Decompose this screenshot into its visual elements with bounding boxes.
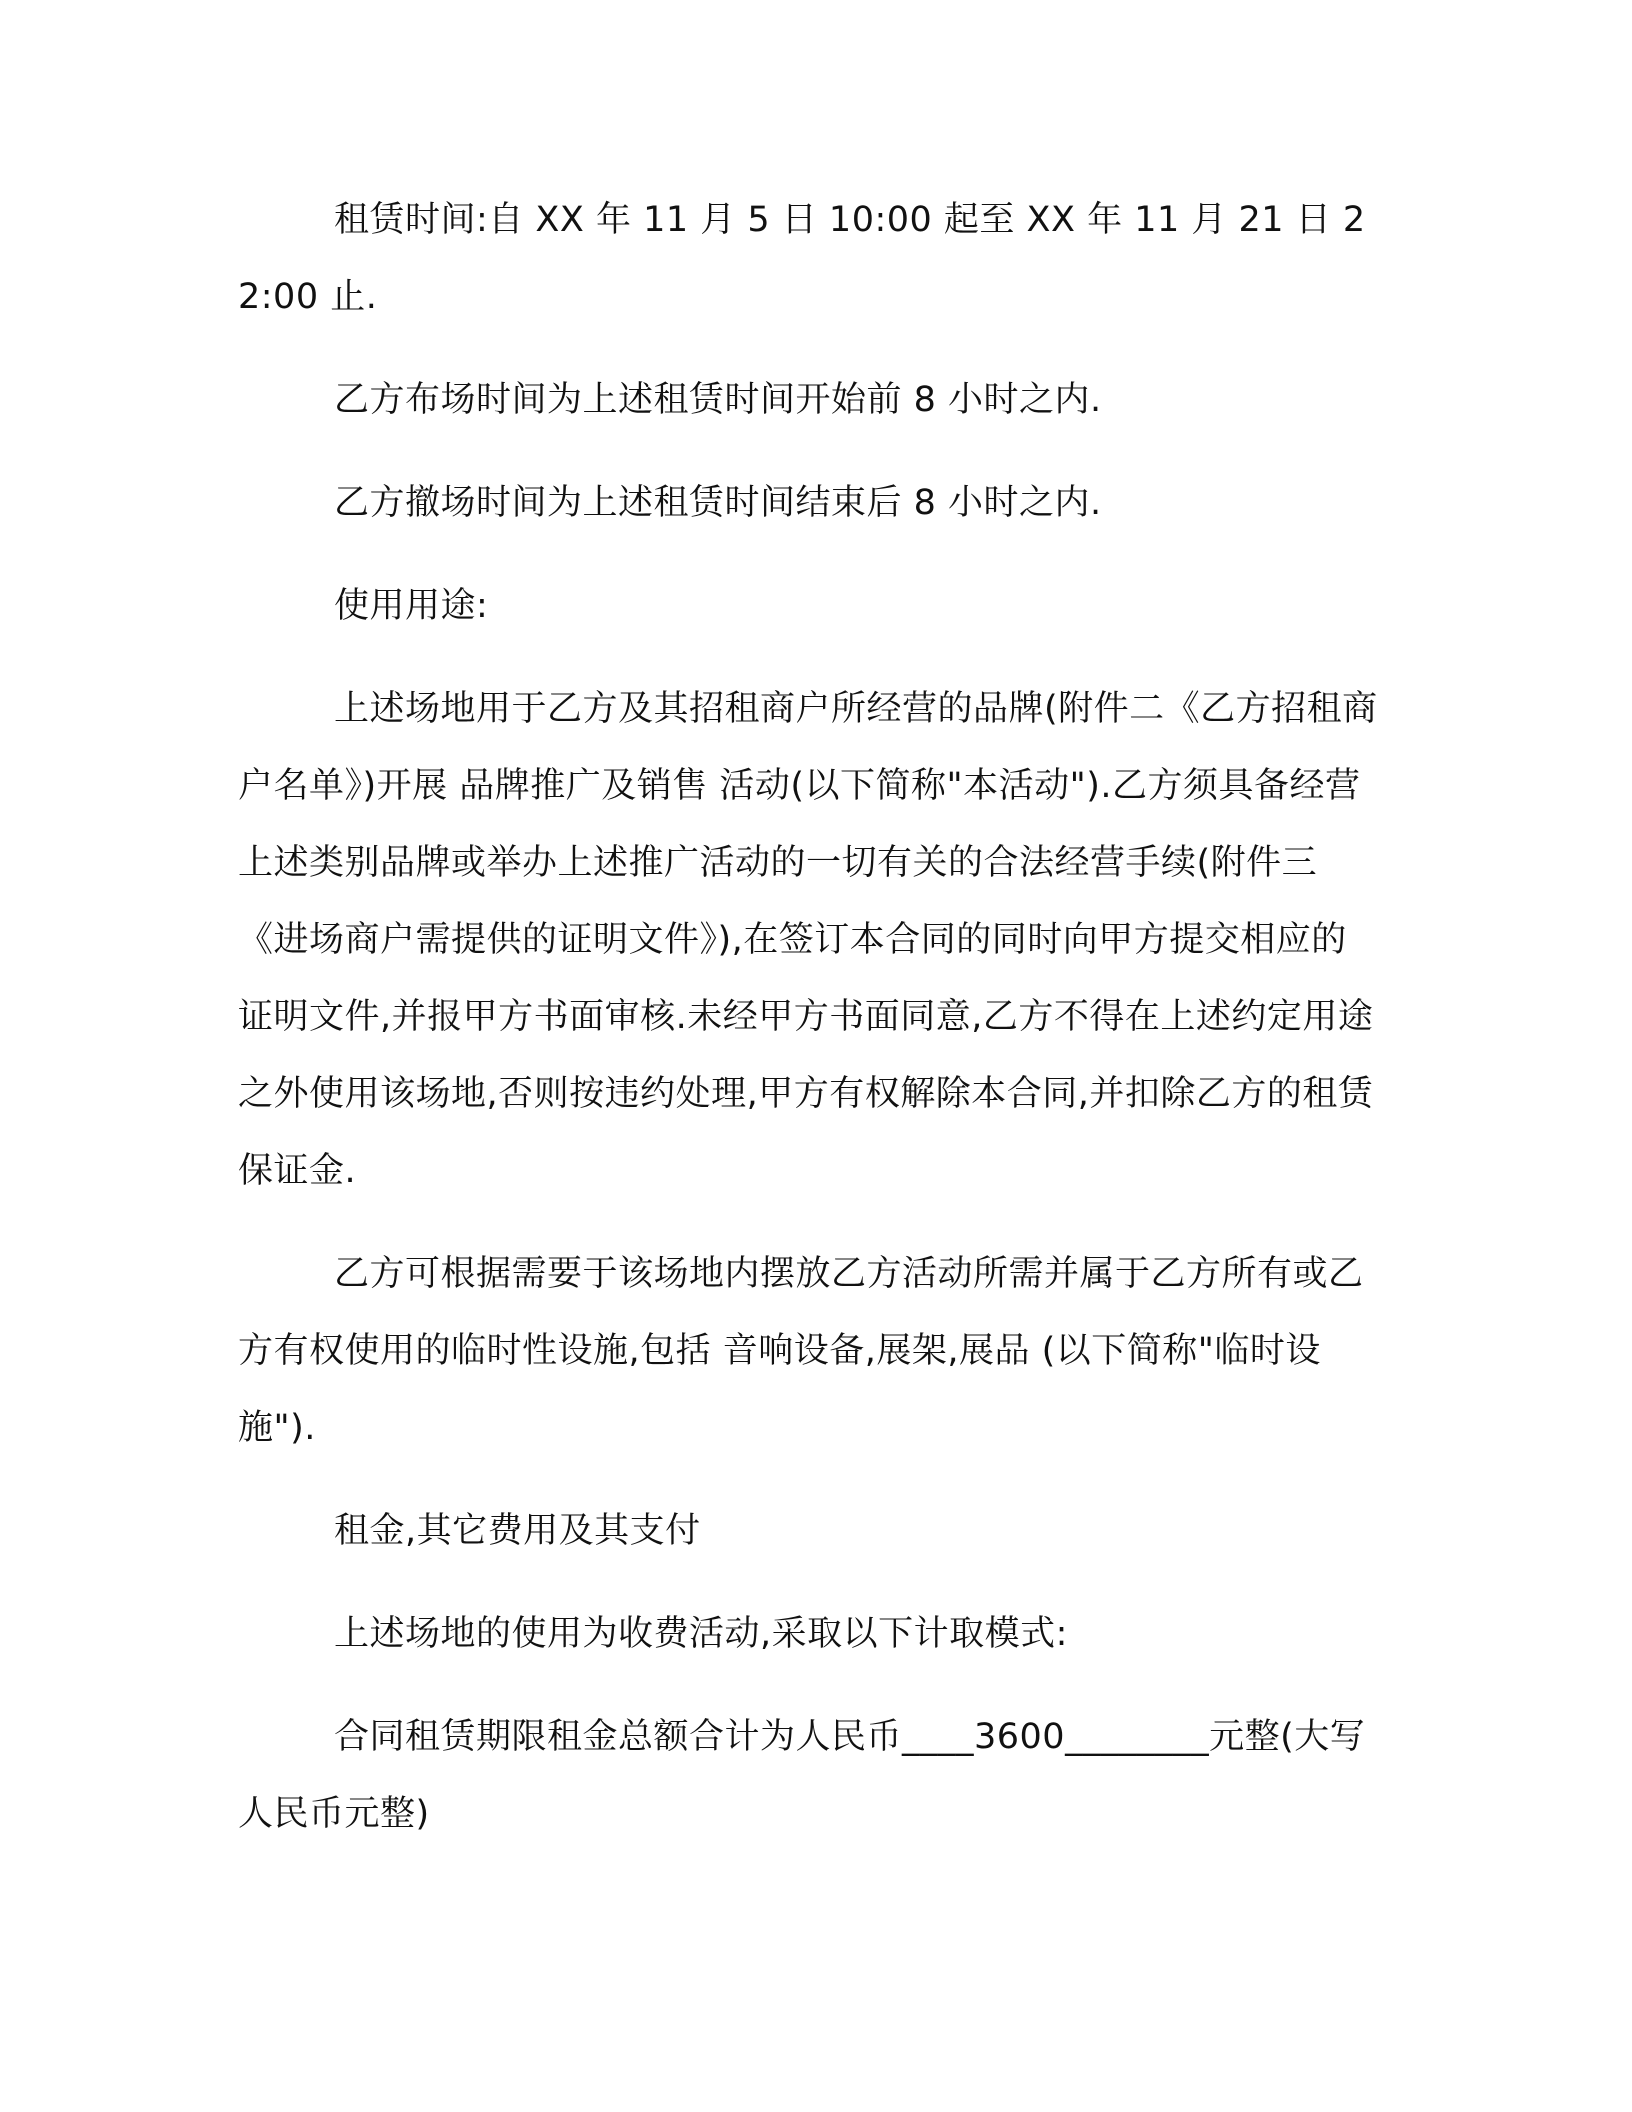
paragraph-rent-total: 合同租赁期限租金总额合计为人民币____3600________元整(大写人民币元整): [238, 1717, 1366, 1834]
paragraph-lease-period: 租赁时间:自 XX 年 11 月 5 日 10:00 起至 XX 年 11 月 21 日 22:00 止.: [238, 200, 1366, 317]
paragraph-rent-heading: 租金,其它费用及其支付: [334, 1511, 701, 1551]
paragraph-teardown-time: 乙方撤场时间为上述租赁时间结束后 8 小时之内.: [334, 483, 1102, 523]
paragraph-fee-mode: 上述场地的使用为收费活动,采取以下计取模式:: [334, 1614, 1068, 1654]
paragraph-setup-time: 乙方布场时间为上述租赁时间开始前 8 小时之内.: [334, 380, 1102, 420]
paragraph-temporary-facilities: 乙方可根据需要于该场地内摆放乙方活动所需并属于乙方所有或乙方有权使用的临时性设施,包括 音响设备,展架,展品 (以下简称"临时设施").: [238, 1254, 1364, 1448]
paragraph-usage-terms: 上述场地用于乙方及其招租商户所经营的品牌(附件二《乙方招租商户名单》)开展 品牌推广及销售 活动(以下简称"本活动").乙方须具备经营上述类别品牌或举办上述推广活动的一切有关的合法经营手续(附件三《进场商户需提供的证明文件》),在签订本合同的同时向甲方提交相应的证明文件,并报甲方书面审核.未经甲方书面同意,乙方不得在上述约定用途之外使用该场地,否则按违约处理,甲方有权解除本合同,并扣除乙方的租赁保证金.: [238, 689, 1378, 1191]
document-body: [238, 182, 1378, 1879]
paragraph-usage-heading: 使用用途:: [334, 586, 489, 626]
